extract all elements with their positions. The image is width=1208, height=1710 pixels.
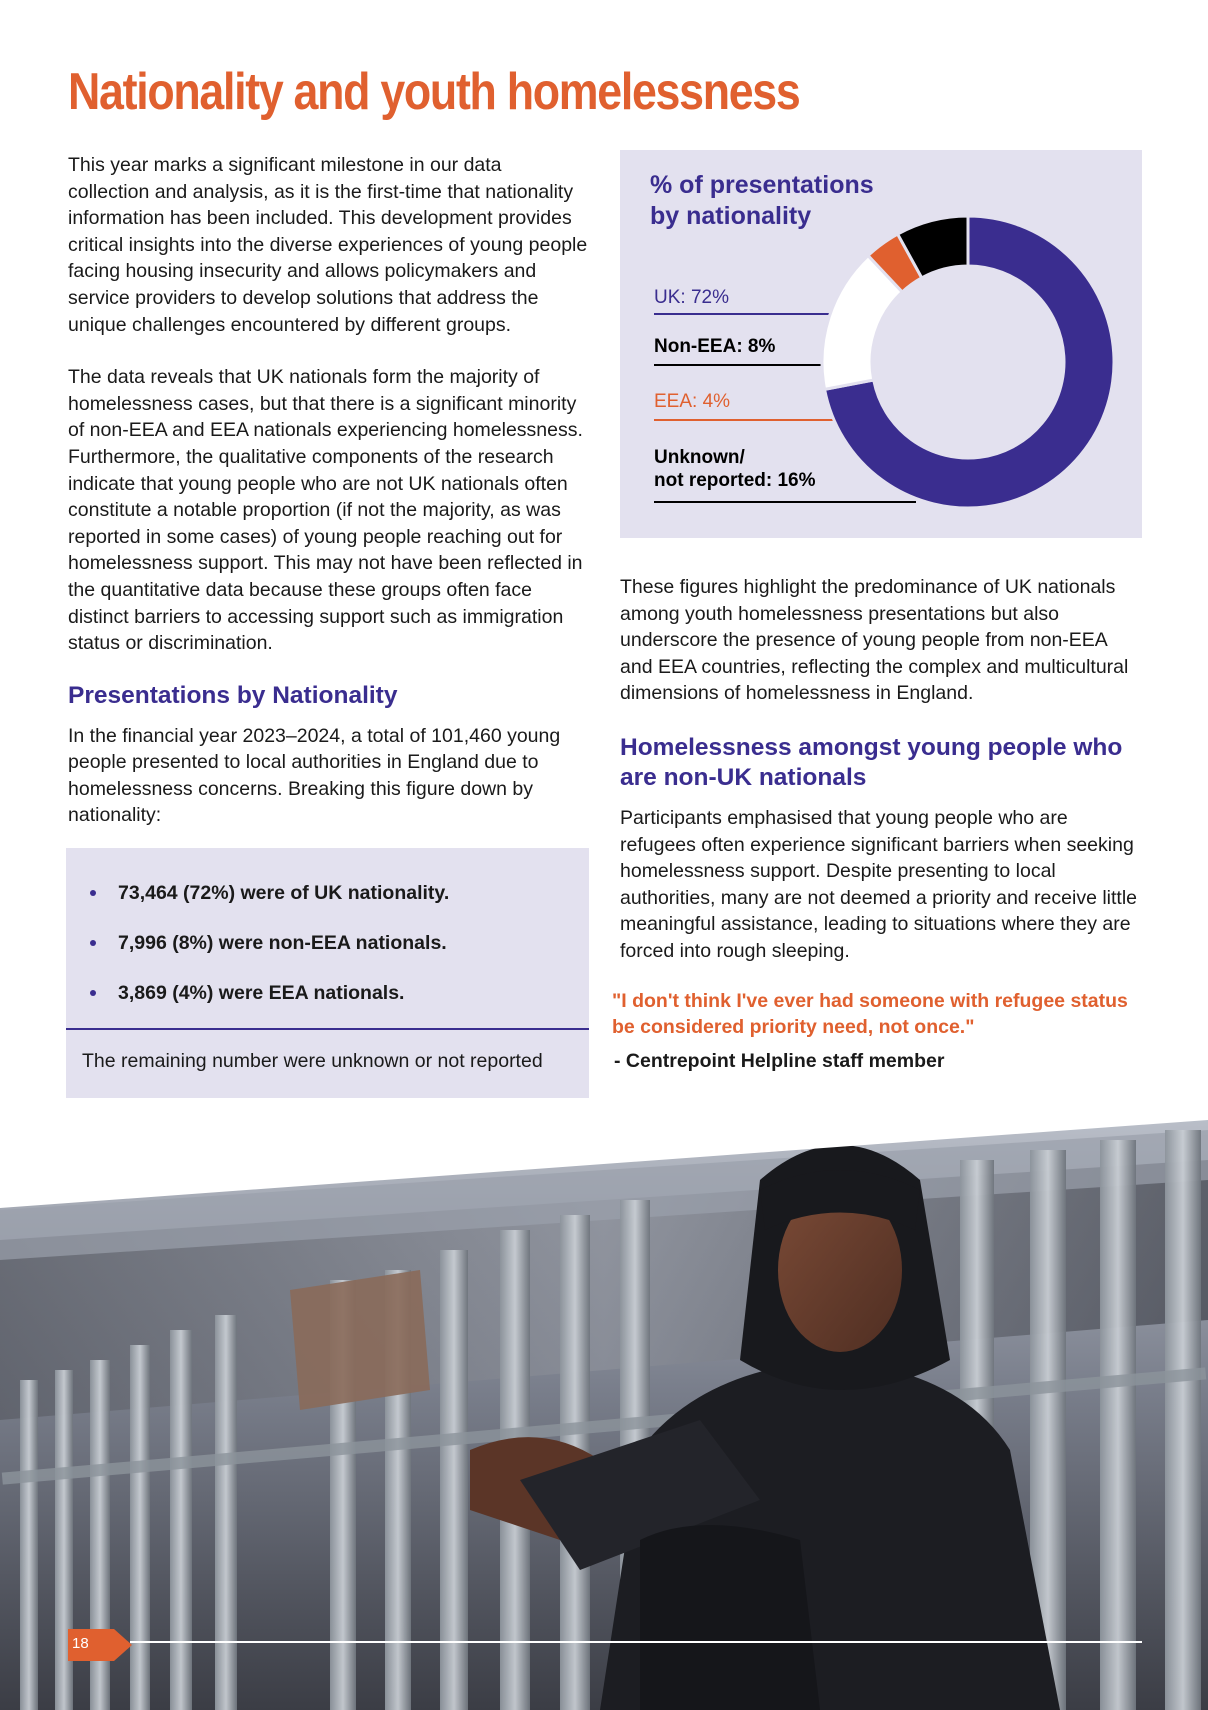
chart-title-line-2: by nationality bbox=[650, 202, 812, 230]
footer-rule bbox=[130, 1641, 1142, 1643]
nationality-breakdown-box bbox=[66, 848, 589, 1098]
list-item: 7,996 (8%) were non-EEA nationals. bbox=[90, 918, 449, 968]
data-paragraph: The data reveals that UK nationals form the majority of homelessness cases, but that there is a significant minority of non-EEA and EEA nationals experiencing homelessness. Furthermore, the qualitative components of the research indicate that young people who are not UK nationals often constitute a notable proportion (if not the majority, as was reported in some cases) of young people reaching out for homelessness support. This may not have been reflected in the quantitative data because these groups often face distinct barriers to accessing support such as immigration status or discrimination. bbox=[68, 366, 583, 655]
non-uk-heading: Homelessness amongst young people who are non-UK nationals bbox=[620, 733, 1123, 791]
left-column bbox=[68, 152, 588, 829]
legend-line-non-eea bbox=[654, 364, 839, 366]
page-title: Nationality and youth homelessness bbox=[68, 63, 800, 121]
legend-label-uk: UK: 72% bbox=[654, 287, 729, 308]
legend-line-eea bbox=[654, 419, 844, 421]
intro-paragraph: This year marks a significant milestone in our data collection and analysis, as it is the first-time that nationality information has been included. This development provides critical insights into the diverse experiences of young people facing housing insecurity and allows policymakers and service providers to develop solutions that address the unique challenges encountered by different groups. bbox=[68, 154, 588, 336]
young-person-photo bbox=[0, 1120, 1208, 1710]
donut-chart bbox=[818, 212, 1118, 512]
bullet-icon bbox=[90, 890, 96, 896]
nationality-chart-panel bbox=[620, 150, 1142, 538]
list-divider bbox=[66, 1028, 589, 1030]
list-footnote: The remaining number were unknown or not reported bbox=[82, 1050, 543, 1072]
staff-quote: "I don't think I've ever had someone with refugee status be considered priority need, not once." bbox=[612, 990, 1128, 1038]
list-item: 73,464 (72%) were of UK nationality. bbox=[90, 868, 449, 918]
figures-paragraph: These figures highlight the predominance of UK nationals among youth homelessness presentations but also underscore the presence of young people from non-EEA and EEA countries, reflecting the complex and multicultural dimensions of homelessness in England. bbox=[620, 576, 1129, 705]
presentations-paragraph: In the financial year 2023–2024, a total of 101,460 young people presented to local authorities in England due to homelessness concerns. Breaking this figure down by nationality: bbox=[68, 724, 561, 827]
legend-label-non-eea: Non-EEA: 8% bbox=[654, 336, 776, 357]
bullet-icon bbox=[90, 940, 96, 946]
presentations-heading: Presentations by Nationality bbox=[68, 681, 398, 709]
bullet-icon bbox=[90, 990, 96, 996]
list-item: 3,869 (4%) were EEA nationals. bbox=[90, 968, 449, 1018]
non-uk-paragraph: Participants emphasised that young people who are refugees often experience significant barriers when seeking homelessness support. Despite presenting to local authorities, many are not deemed a priority and receive little meaningful assistance, leading to situations where they are forced into rough sleeping. bbox=[620, 806, 1138, 962]
page-number: 18 bbox=[72, 1635, 89, 1652]
nationality-list bbox=[90, 868, 449, 1018]
legend-label-eea: EEA: 4% bbox=[654, 391, 731, 412]
chart-title-line-1: % of presentations bbox=[650, 171, 874, 199]
legend-label-unknown: Unknown/ not reported: 16% bbox=[654, 447, 816, 491]
quote-attribution: - Centrepoint Helpline staff member bbox=[614, 1050, 945, 1072]
right-column bbox=[620, 574, 1140, 965]
